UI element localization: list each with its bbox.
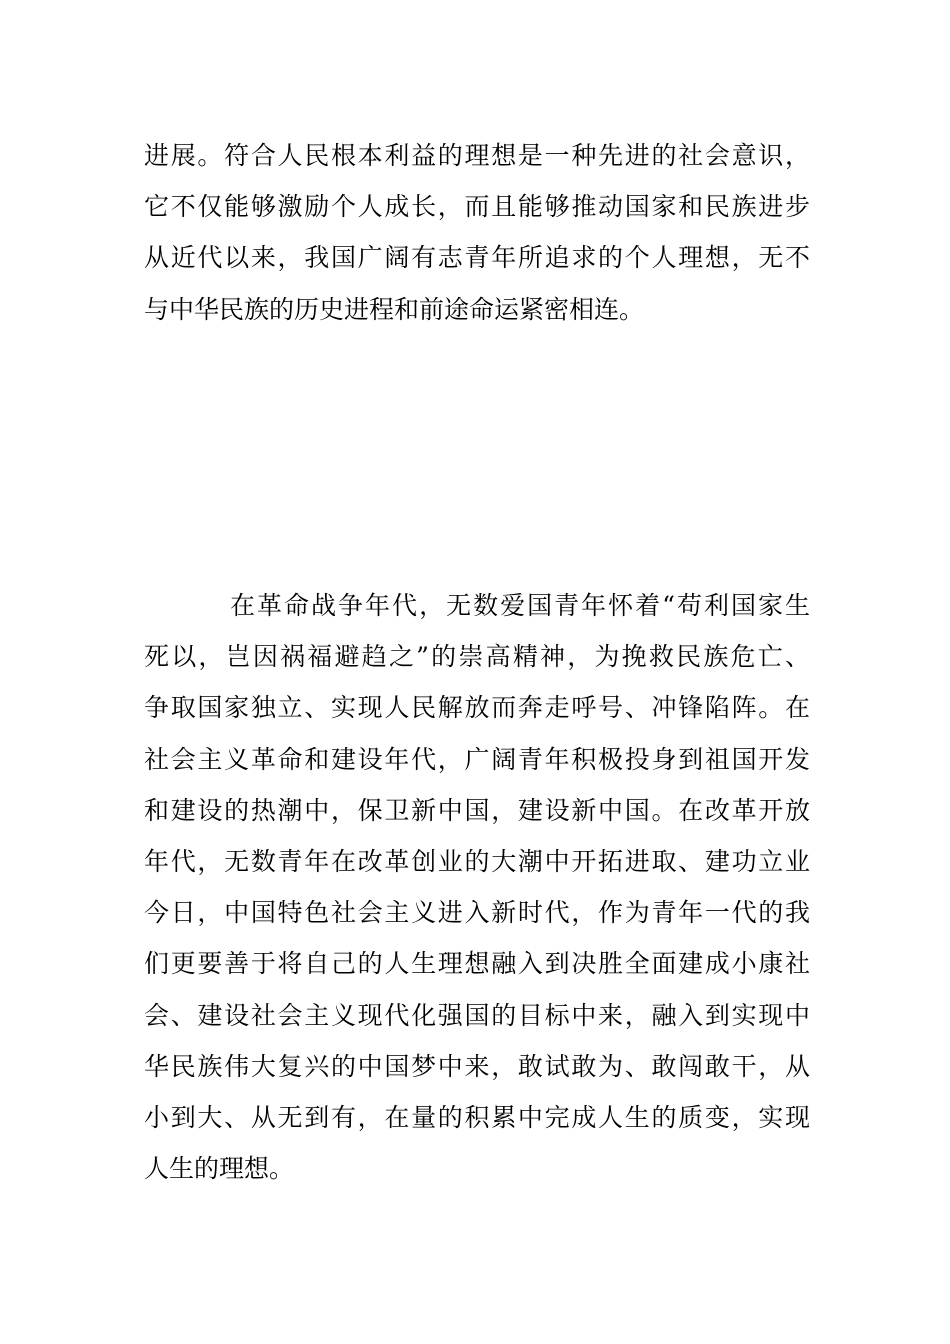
text-line: 进展。符合人民根本利益的理想是一种先进的社会意识， [144, 141, 810, 170]
text-line: 它不仅能够激励个人成长，而且能够推动国家和民族进步 [144, 192, 810, 222]
text-line: 今日，中国特色社会主义进入新时代，作为青年一代的我 [144, 898, 810, 928]
text-line: 与中华民族的历史进程和前途命运紧密相连。 [144, 294, 645, 324]
text-line: 年代，无数青年在改革创业的大潮中开拓进取、建功立业 [144, 846, 810, 876]
text-line: 会、建设社会主义现代化强国的目标中来，融入到实现中 [144, 1000, 810, 1030]
text-line: 争取国家独立、实现人民解放而奔走呼号、冲锋陷阵。在 [144, 693, 810, 723]
text-line: 们更要善于将自己的人生理想融入到决胜全面建成小康社 [144, 949, 810, 979]
text-line: 从近代以来，我国广阔有志青年所追求的个人理想，无不 [144, 243, 810, 273]
text-line: 社会主义革命和建设年代，广阔青年积极投身到祖国开发 [144, 744, 810, 774]
text-line: 华民族伟大复兴的中国梦中来，敢试敢为、敢闯敢干，从 [144, 1051, 810, 1081]
text-line: 在革命战争年代，无数爱国青年怀着“苟利国家生 [230, 591, 810, 620]
paragraph-2 [144, 580, 810, 1194]
text-line: 小到大、从无到有，在量的积累中完成人生的质变，实现 [144, 1102, 810, 1132]
text-line: 人生的理想。 [144, 1154, 295, 1184]
text-line: 死以，岂因祸福避趋之”的崇高精神，为挽救民族危亡、 [144, 642, 810, 672]
text-line: 和建设的热潮中，保卫新中国，建设新中国。在改革开放 [144, 795, 810, 825]
paragraph-1 [144, 130, 810, 335]
